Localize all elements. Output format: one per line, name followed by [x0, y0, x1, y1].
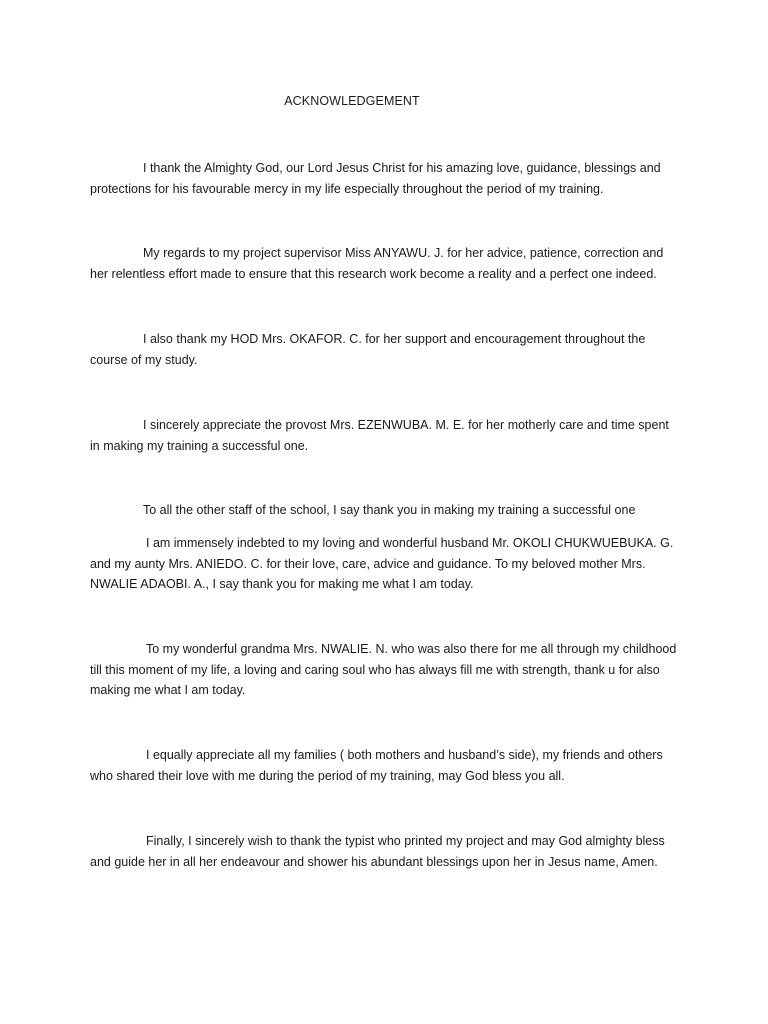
- paragraph-text: My regards to my project supervisor Miss ANYAWU. J. for her advice, patience, correction and her relentless effort made to ensure that this research work become a reality and a perfect one indeed.: [90, 246, 664, 281]
- paragraph-8: [90, 745, 682, 786]
- paragraph-9: [90, 831, 682, 872]
- paragraph-1: [90, 158, 682, 199]
- paragraph-2: [90, 243, 682, 284]
- paragraph-text: To my wonderful grandma Mrs. NWALIE. N. who was also there for me all through my childhood till this moment of my life, a loving and caring soul who has always fill me with strength, thank u for also making me what I am today.: [90, 642, 677, 697]
- paragraph-text: I also thank my HOD Mrs. OKAFOR. C. for her support and encouragement throughout the course of my study.: [90, 332, 646, 367]
- paragraph-text: I am immensely indebted to my loving and wonderful husband Mr. OKOLI CHUKWUEBUKA. G. and my aunty Mrs. ANIEDO. C. for their love, care, advice and guidance. To my beloved mother Mrs. NWALIE ADAOBI. A., I say thank you for making me what I am today.: [90, 536, 674, 591]
- paragraph-text: Finally, I sincerely wish to thank the typist who printed my project and may God almighty bless and guide her in all her endeavour and shower his abundant blessings upon her in Jesus name, Amen.: [90, 834, 665, 869]
- paragraph-text: I thank the Almighty God, our Lord Jesus Christ for his amazing love, guidance, blessings and protections for his favourable mercy in my life especially throughout the period of my training.: [90, 161, 661, 196]
- paragraph-text: I equally appreciate all my families ( both mothers and husband’s side), my friends and others who shared their love with me during the period of my training, may God bless you all.: [90, 748, 663, 783]
- paragraph-text: I sincerely appreciate the provost Mrs. EZENWUBA. M. E. for her motherly care and time spent in making my training a successful one.: [90, 418, 669, 453]
- paragraph-5: [90, 500, 682, 521]
- paragraph-6: [90, 533, 682, 595]
- paragraph-3: [90, 329, 682, 370]
- paragraph-7: [90, 639, 682, 701]
- paragraph-4: [90, 415, 682, 456]
- page-title: ACKNOWLEDGEMENT: [284, 94, 420, 108]
- paragraph-text: To all the other staff of the school, I say thank you in making my training a successful one: [143, 503, 636, 517]
